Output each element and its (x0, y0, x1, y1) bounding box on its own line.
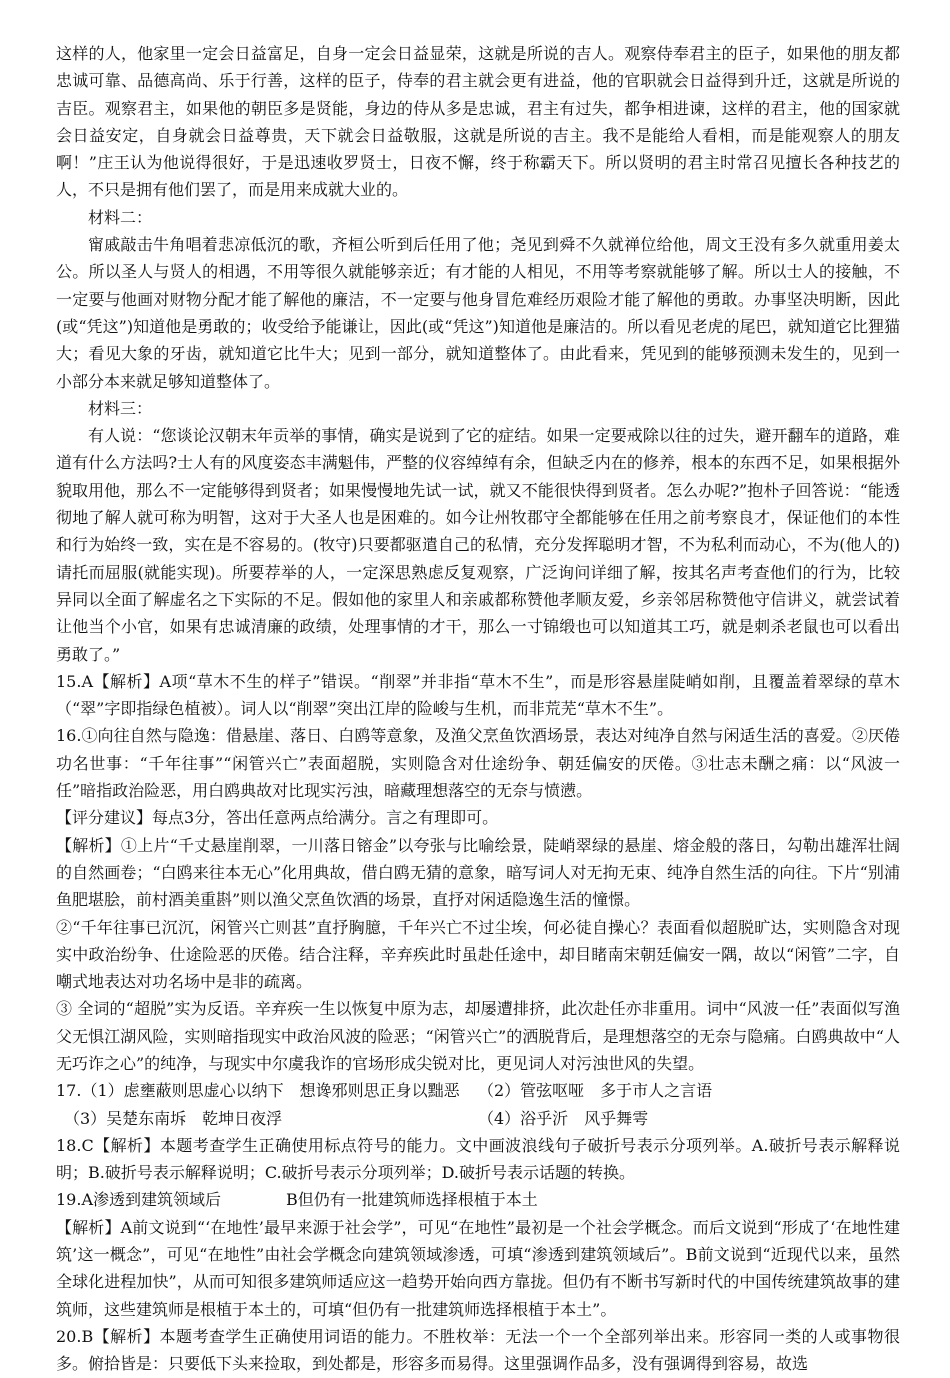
translation-paragraph: 这样的人，他家里一定会日益富足，自身一定会日益显荣，这就是所说的吉人。观察侍奉君主的臣子，如果他的朋友都忠诚可靠、品德高尚、乐于行善，这样的臣子，侍奉的君主就会更有进益，他的官职就会日益得到升迁，这就是所说的吉臣。观察君主，如果他的朝臣多是贤能，身边的侍从多是忠诚，君主有过失，都争相进谏，这样的君主，他的国家就会日益安定，自身就会日益尊贵，天下就会日益敬服，这就是所说的吉主。我不是能给人看相，而是能观察人的朋友啊！”庄王认为他说得很好，于是迅速收罗贤士，日夜不懈，终于称霸天下。所以贤明的君主时常召见擅长各种技艺的人，不只是拥有他们罢了，而是用来成就大业的。 (56, 44, 900, 200)
answer-paragraph: ②“千年往事已沉沉，闲管兴亡则甚”直抒胸臆，千年兴亡不过尘埃，何必徒自操心？表面看似超脱旷达，实则隐含对现实中政治纷争、仕途险恶的厌倦。结合注释，辛弃疾此时虽赴任途中，却目睹南宋朝廷偏安一隅，故以“闲管”二字，自嘲式地表达对功名场中是非的疏离。 (56, 917, 900, 992)
material-heading: 材料三： (88, 398, 153, 418)
q19-answer-a: 19.A渗透到建筑领域后 (56, 1190, 222, 1210)
q17-answer-2: （2）管弦呕哑 多于市人之言语 (478, 1081, 713, 1101)
q19-analysis: 【解析】A前文说到“‘在地性’最早来源于社会学”，可见“在地性”最初是一个社会学概念。而后文说到“形成了‘在地性建筑’这一概念”，可见“在地性”由社会学概念向建筑领域渗透，可填“渗透到建筑领域后”。B前文说到“近现代以来，虽然全球化进程加快”，从而可知很多建筑师适应这一趋势开始向西方靠拢。但仍有不断书写新时代的中国传统建筑故事的建筑师，这些建筑师是根植于本土的，可填“但仍有一批建筑师选择根植于本土”。 (56, 1217, 900, 1319)
q18-answer: 18.C【解析】本题考查学生正确使用标点符号的能力。文中画波浪线句子破折号表示分项列举。A.破折号表示解释说明；B.破折号表示解释说明；C.破折号表示分项列举；D.破折号表示话题的转换。 (56, 1135, 900, 1183)
document-body (56, 40, 900, 1077)
q17-answer-1: 17.（1）虑壅蔽则思虚心以纳下 想谗邪则思正身以黜恶 (56, 1081, 460, 1101)
translation-paragraph: 甯戚敲击牛角唱着悲凉低沉的歌，齐桓公听到后任用了他；尧见到舜不久就禅位给他，周文王没有多久就重用姜太公。所以圣人与贤人的相遇，不用等很久就能够亲近；有才能的人相见，不用等考察就能够了解。所以士人的接触，不一定要与他画对财物分配才能了解他的廉洁，不一定要与他身冒危难经历艰险才能了解他的勇敢。办事坚决明断，因此(或“凭这”)知道他是勇敢的；收受给予能谦让，因此(或“凭这”)知道他是廉洁的。所以看见老虎的尾巴，就知道它比狸猫大；看见大象的牙齿，就知道它比牛大；见到一部分，就知道整体了。由此看来，凭见到的能够预测未发生的，见到一小部分本来就足够知道整体了。 (56, 235, 900, 391)
q19-answer-b: B但仍有一批建筑师选择根植于本土 (286, 1190, 538, 1210)
q17-answer-3: （3）吴楚东南坼 乾坤日夜浮 (56, 1108, 283, 1128)
translation-paragraph: 有人说：“您谈论汉朝末年贡举的事情，确实是说到了它的症结。如果一定要戒除以往的过失，避开翻车的道路，难道有什么方法吗?士人有的风度姿态丰满魁伟，严整的仪容绰绰有余，但缺乏内在的修养，根本的东西不足，如果根据外貌取用他，那么不一定能够得到贤者；如果慢慢地先试一试，就又不能很快得到贤者。怎么办呢?”抱朴子回答说：“能透彻地了解人就可称为明智，这对于大圣人也是困难的。如今让州牧郡守全都能够在任用之前考察良才，保证他们的本性和行为始终一致，实在是不容易的。(牧守)只要都驱遣自己的私情，充分发挥聪明才智，不为私利而动心，不为(他人的)请托而屈服(就能实现)。所要荐举的人，一定深思熟虑反复观察，广泛询问详细了解，按其名声考查他们的行为，比较异同以全面了解虚名之下实际的不足。假如他的家里人和亲戚都称赞他孝顺友爱，乡亲邻居称赞他守信讲义，就尝试着让他当个小官，如果有忠诚清廉的政绩，处理事情的才干，那么一寸锦缎也可以知道其工巧，就是刺杀老鼠也可以看出勇敢了。” (56, 426, 900, 664)
material-heading: 材料二： (88, 207, 153, 227)
q20-answer: 20.B【解析】本题考查学生正确使用词语的能力。不胜枚举：无法一个一个全部列举出来。形容同一类的人或事物很多。俯拾皆是：只要低下头来捡取，到处都是，形容多而易得。这里强调作品多，没有强调得到容易，故选 (56, 1326, 900, 1374)
answer-paragraph: 【解析】①上片“千丈悬崖削翠，一川落日镕金”以夸张与比喻绘景，陡峭翠绿的悬崖、熔金般的落日，勾勒出雄浑壮阔的自然画卷；“白鸥来往本无心”化用典故，借白鸥无猜的意象，暗写词人对无拘无束、纯净自然生活的向往。下片“别浦鱼肥堪脍，前村酒美重斟”则以渔父烹鱼饮酒的场景，直抒对闲适隐逸生活的憧憬。 (56, 835, 900, 910)
q17-answer-4: （4）浴乎沂 风乎舞雩 (478, 1108, 649, 1128)
answer-paragraph: 15.A【解析】A项“草木不生的样子”错误。“削翠”并非指“草木不生”，而是形容悬崖陡峭如削，且覆盖着翠绿的草木（“翠”字即指绿色植被）。词人以“削翠”突出江岸的险峻与生机，而非荒芜“草木不生”。 (56, 671, 900, 719)
answer-paragraph: 【评分建议】每点3分，答出任意两点给满分。言之有理即可。 (56, 808, 499, 828)
answer-paragraph: 16.①向往自然与隐逸：借悬崖、落日、白鸥等意象，及渔父烹鱼饮酒场景，表达对纯净自然与闲适生活的喜爱。②厌倦功名世事：“千年往事”“闲管兴亡”表面超脱，实则隐含对仕途纷争、朝廷偏安的厌倦。③壮志未酬之痛：以“风波一任”暗指政治险恶，用白鸥典故对比现实污浊，暗藏理想落空的无奈与愤懑。 (56, 726, 900, 801)
q19-answer-row (56, 1186, 900, 1213)
answer-paragraph: ③ 全词的“超脱”实为反语。辛弃疾一生以恢复中原为志，却屡遭排挤，此次赴任亦非重用。词中“风波一任”表面似写渔父无惧江湖风险，实则暗指现实中政治风波的险恶；“闲管兴亡”的洒脱背后，是理想落空的无奈与隐痛。白鸥典故中“人无巧诈之心”的纯净，与现实中尔虞我诈的官场形成尖锐对比，更见词人对污浊世风的失望。 (56, 999, 900, 1073)
q17-row-1 (56, 1077, 900, 1104)
q17-row-2 (56, 1105, 900, 1132)
